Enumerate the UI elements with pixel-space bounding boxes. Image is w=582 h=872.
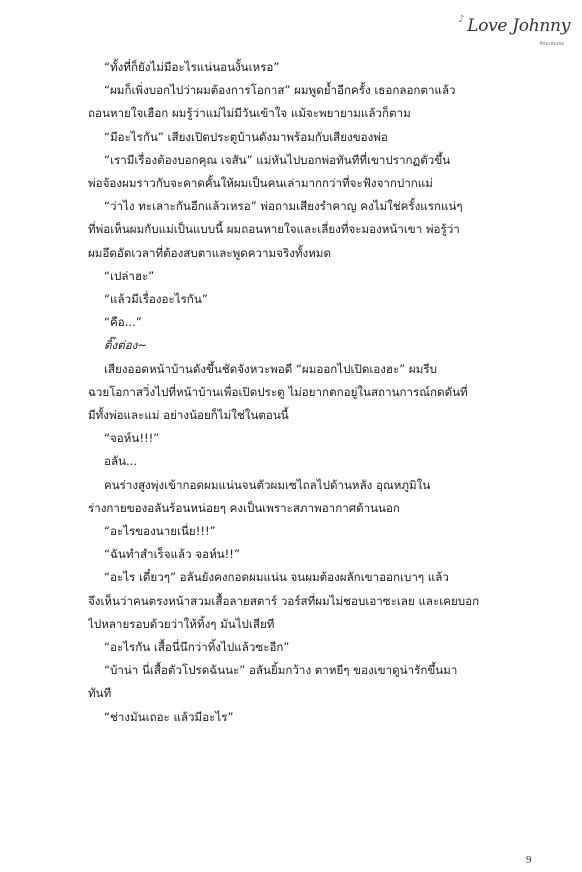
paragraph [88, 636, 500, 659]
paragraph [88, 288, 500, 311]
paragraph-line: ติ๊งต่อง~ [104, 338, 148, 353]
paragraph [88, 56, 500, 79]
page-number: 9 [526, 854, 532, 866]
paragraph [88, 474, 500, 520]
paragraph-line: ถอนหายใจเฮือก ผมรู้ว่าแม่ไม่มีวันเข้าใจ แม้จะพยายามแล้วก็ตาม [88, 106, 411, 121]
paragraph-line: “บ้าน่า นี่เสื้อตัวโปรดฉันนะ” อลันยิ้มกว้าง ตาหยีๆ ของเขาดูน่ารักขึ้นมา [104, 663, 458, 678]
paragraph-line: “มีอะไรกัน” เสียงเปิดประตูบ้านดังมาพร้อมกับเสียงของพ่อ [104, 129, 388, 144]
paragraph [88, 520, 500, 543]
paragraph [88, 427, 500, 450]
logo-subtext: พี่น้องพ้องพล [539, 42, 564, 47]
paragraph-line: “เรามีเรื่องต้องบอกคุณ เจสัน” แม่หันไปบอกพ่อทันทีที่เขาปรากฏตัวขึ้น [104, 152, 451, 167]
paragraph [88, 334, 500, 357]
paragraph-line: “อะไรกัน เสื้อนี่นึกว่าทิ้งไปแล้วซะอีก” [104, 640, 290, 655]
paragraph [88, 450, 500, 473]
paragraph [88, 566, 500, 636]
paragraph-line: “ว่าไง ทะเลาะกันอีกแล้วเหรอ” พ่อถามเสียงรำคาญ คงไม่ใช่ครั้งแรกแน่ๆ [104, 199, 463, 214]
paragraph-line: มีทั้งพ่อและแม่ อย่างน้อยก็ไม่ใช่ในตอนนี้ [88, 408, 289, 423]
music-note-icon: ♪ [458, 14, 465, 25]
paragraph-line: “อะไรของนายเนี่ย!!!” [104, 524, 216, 539]
paragraph [88, 706, 500, 729]
paragraph-line: “ผมก็เพิ่งบอกไปว่าผมต้องการโอกาส” ผมพูดย้ำอีกครั้ง เธอกลอกตาแล้ว [104, 83, 456, 98]
logo-text: Love Johnny [467, 16, 570, 36]
paragraph-line: “เปล่าฮะ” [104, 268, 155, 283]
paragraph-line: จึงเห็นว่าคนตรงหน้าสวมเสื้อลายสตาร์ วอร์สที่ผมไม่ชอบเอาซะเลย และเคยบอก [88, 593, 480, 608]
paragraph-line: อลัน... [104, 454, 138, 469]
paragraph [88, 311, 500, 334]
paragraph [88, 358, 500, 428]
paragraph-line: “แล้วมีเรื่องอะไรกัน” [104, 292, 208, 307]
brand-logo [458, 14, 570, 50]
paragraph-line: เสียงออดหน้าบ้านดังขึ้นชัดจังหวะพอดี “ผมออกไปเปิดเองฮะ” ผมรีบ [104, 361, 437, 376]
paragraph-line: “ฉันทำสำเร็จแล้ว จอห์น!!” [104, 547, 240, 562]
paragraph-line: “อะไร เดี๋ยวๆ” อลันยังคงกอดผมแน่น จนผมต้องผลักเขาออกเบาๆ แล้ว [104, 570, 449, 585]
paragraph-line: “คือ...” [104, 315, 142, 330]
paragraph-line: พ่อจ้องผมราวกับจะคาดคั้นให้ผมเป็นคนเล่ามากกว่าที่จะฟังจากปากแม่ [88, 176, 433, 191]
paragraph-line: คนร่างสูงพุ่งเข้ากอดผมแน่นจนตัวผมเซไถลไปด้านหลัง อุณหภูมิใน [104, 477, 431, 492]
paragraph-line: “ช่างมันเถอะ แล้วมีอะไร” [104, 709, 234, 724]
paragraph-line: “ทั้งที่ก็ยังไม่มีอะไรแน่นอนงั้นเหรอ” [104, 60, 280, 74]
paragraph [88, 659, 500, 705]
paragraph-line: “จอห์น!!!” [104, 431, 160, 446]
paragraph [88, 126, 500, 149]
page-body [88, 56, 500, 729]
paragraph-line: ไปหลายรอบด้วยว่าให้ทิ้งๆ มันไปเสียที [88, 616, 275, 631]
paragraph-line: ฉวยโอกาสวิ่งไปที่หน้าบ้านเพื่อเปิดประตู ไม่อยากตกอยู่ในสถานการณ์กดดันที่ [88, 384, 468, 399]
paragraph [88, 543, 500, 566]
paragraph [88, 79, 500, 125]
paragraph [88, 265, 500, 288]
paragraph [88, 149, 500, 195]
paragraph-line: ผมอึดอัดเวลาที่ต้องสบตาและพูดความจริงทั้งหมด [88, 245, 331, 260]
paragraph [88, 195, 500, 265]
paragraph-line: ร่างกายของอลันร้อนหน่อยๆ คงเป็นเพราะสภาพอากาศด้านนอก [88, 500, 400, 515]
paragraph-line: ที่พ่อเห็นผมกับแม่เป็นแบบนี้ ผมถอนหายใจและเลี่ยงที่จะมองหน้าเขา พ่อรู้ว่า [88, 222, 460, 237]
paragraph-line: ทันที [88, 686, 112, 701]
